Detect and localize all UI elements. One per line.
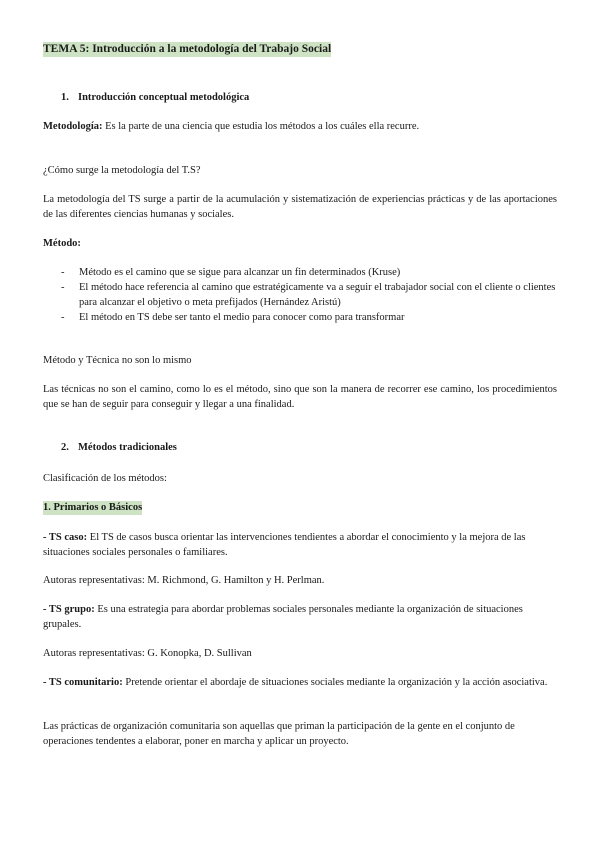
metodologia-text: Es la parte de una ciencia que estudia los métodos a los cuáles ella recurre. xyxy=(105,121,420,132)
primarios-highlight: 1. Primarios o Básicos xyxy=(43,502,143,513)
list-item-text: Método es el camino que se sigue para alcanzar un fin determinados (Kruse) xyxy=(79,267,401,278)
tecnicas-paragraph: Las técnicas no son el camino, como lo es el método, sino que son la manera de recorrer ese camino, los procedimientos que se han de seguir para conseguir y llegar a una finalidad. xyxy=(43,384,557,410)
dash-bullet: - xyxy=(61,312,65,323)
title-highlight: TEMA 5: Introducción a la metodología del Trabajo Social xyxy=(43,43,332,55)
metodo-heading: Método: xyxy=(43,238,81,249)
list-item-text: El método hace referencia al camino que estratégicamente va a seguir el trabajador social con el cliente o clientes para alcanzar el objetivo o meta prefijados (Hernández Aristú) xyxy=(79,282,556,308)
primarios-heading xyxy=(43,500,557,515)
list-item xyxy=(43,310,557,325)
question-text: ¿Cómo surge la metodología del T.S? xyxy=(43,165,201,176)
ts-comunitario-label: - TS comunitario: xyxy=(43,677,123,688)
ts-grupo-autoras: Autoras representativas: G. Konopka, D. Sullivan xyxy=(43,648,252,659)
section-2-title: Métodos tradicionales xyxy=(78,442,177,453)
dash-bullet: - xyxy=(61,267,65,278)
section-1-number: 1. xyxy=(61,92,69,103)
ts-comunitario-text: Pretende orientar el abordaje de situaciones sociales mediante la organización y la acción asociativa. xyxy=(125,677,548,688)
metodologia-term: Metodología: xyxy=(43,121,103,132)
dash-bullet: - xyxy=(61,282,65,293)
list-item xyxy=(43,280,557,310)
ts-grupo-text: Es una estrategia para abordar problemas sociales personales mediante la organización de situaciones grupales. xyxy=(43,604,523,630)
practicas-paragraph: Las prácticas de organización comunitaria son aquellas que priman la participación de la gente en el conjunto de operaciones tendentes a elaborar, poner en marcha y aplicar un proyecto. xyxy=(43,721,515,747)
list-item xyxy=(43,265,557,280)
metodo-tecnica-text: Método y Técnica no son lo mismo xyxy=(43,355,192,366)
list-item-text: El método en TS debe ser tanto el medio para conocer como para transformar xyxy=(79,312,405,323)
ts-caso-label: - TS caso: xyxy=(43,532,88,543)
metodologia-definition xyxy=(43,119,557,134)
ts-caso-text: El TS de casos busca orientar las intervenciones tendientes a abordar el conocimiento y la mejora de las situaciones sociales personales o familiares. xyxy=(43,532,526,558)
ts-caso-autoras: Autoras representativas: M. Richmond, G. Hamilton y H. Perlman. xyxy=(43,575,325,586)
question-answer: La metodología del TS surge a partir de la acumulación y sistematización de experiencias prácticas y de las aportaciones de las diferentes ciencias humanas y sociales. xyxy=(43,194,557,220)
section-2-heading xyxy=(61,440,575,455)
ts-grupo-label: - TS grupo: xyxy=(43,604,95,615)
ts-comunitario-paragraph xyxy=(43,675,557,690)
section-1-title: Introducción conceptual metodológica xyxy=(78,92,250,103)
section-2-number: 2. xyxy=(61,442,69,453)
metodo-list xyxy=(43,265,557,325)
clasificacion-text: Clasificación de los métodos: xyxy=(43,473,167,484)
ts-caso-paragraph xyxy=(43,530,557,560)
section-1-heading xyxy=(61,90,575,105)
document-title xyxy=(43,42,557,57)
ts-grupo-paragraph xyxy=(43,602,557,632)
